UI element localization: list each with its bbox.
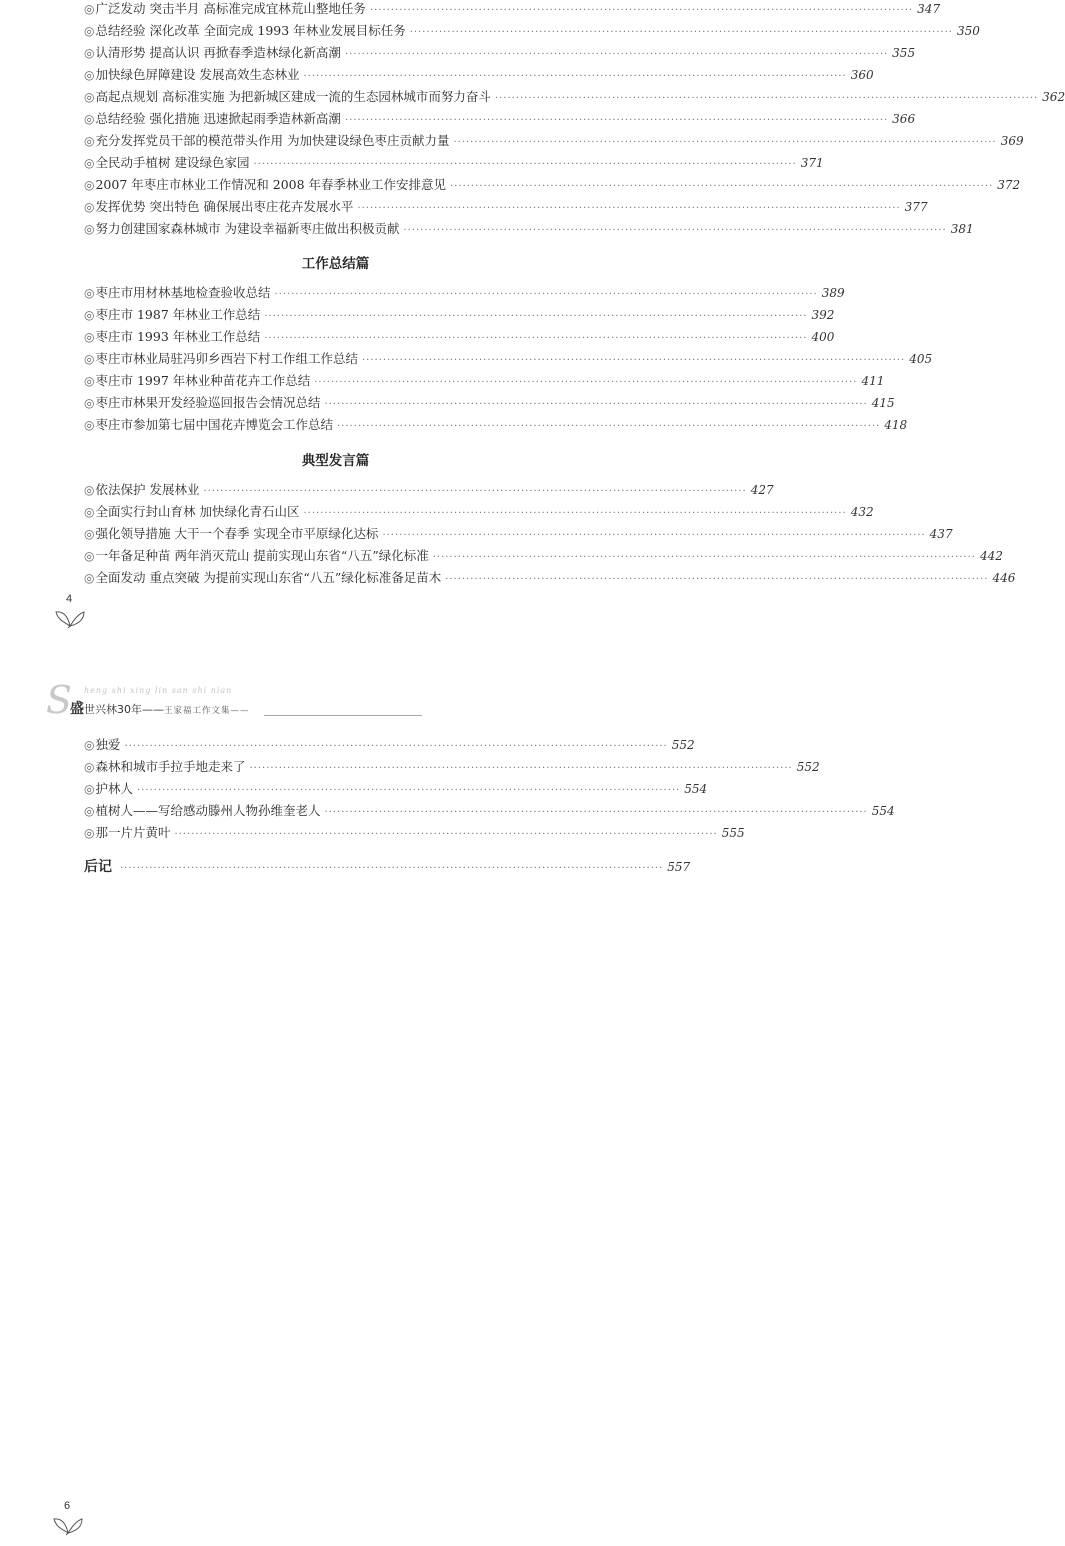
toc-section-3	[84, 479, 1016, 589]
toc-entry-title: 森林和城市手拉手地走来了	[95, 759, 246, 774]
toc-entry	[84, 734, 695, 756]
afterword-page: 557	[667, 860, 691, 874]
toc-entry-page: 442	[979, 549, 1003, 563]
toc-entry	[84, 218, 974, 240]
toc-entry	[84, 800, 895, 822]
bullet-icon: ◎	[84, 178, 95, 192]
toc-entry-title: 植树人——写给感动滕州人物孙维奎老人	[95, 803, 321, 818]
toc-entry	[84, 822, 745, 844]
toc-entry-title: 枣庄市用材林基地检查验收总结	[95, 285, 271, 300]
leader-dots	[325, 394, 868, 416]
toc-entry-page: 350	[956, 24, 980, 38]
toc-entry-page: 411	[861, 374, 885, 388]
toc-entry-title: 一年备足种苗 两年消灭荒山 提前实现山东省“八五”绿化标准	[95, 548, 429, 563]
book-header-banner	[46, 680, 386, 720]
toc-entry-title: 全面发动 重点突破 为提前实现山东省“八五”绿化标准备足苗木	[95, 570, 442, 585]
toc-entry	[84, 326, 835, 348]
leader-dots	[403, 220, 946, 242]
leader-dots	[337, 416, 880, 438]
toc-entry	[84, 778, 708, 800]
toc-entry-title: 枣庄市 1993 年林业工作总结	[95, 329, 261, 344]
leader-dots	[495, 88, 1038, 110]
toc-entry-title: 全民动手植树 建设绿色家园	[95, 155, 250, 170]
banner-title	[70, 698, 250, 718]
leader-dots	[357, 198, 900, 220]
bullet-icon: ◎	[84, 308, 95, 322]
toc-entry-title: 广泛发动 突击半月 高标准完成宜林荒山整地任务	[95, 1, 366, 16]
toc-entry-title: 总结经验 深化改革 全面完成 1993 年林业发展目标任务	[95, 23, 406, 38]
toc-entry-page: 355	[892, 46, 916, 60]
leaf-icon	[54, 606, 86, 628]
toc-entry-title: 枣庄市 1987 年林业工作总结	[95, 307, 261, 322]
banner-pinyin: heng shi xing lin san shi nian	[84, 686, 233, 695]
leader-dots	[303, 503, 846, 525]
toc-entry-page: 555	[721, 826, 745, 840]
toc-entry	[84, 282, 845, 304]
banner-script-letter: S	[46, 678, 73, 722]
bullet-icon: ◎	[84, 330, 95, 344]
bullet-icon: ◎	[84, 156, 95, 170]
leader-dots	[433, 547, 976, 569]
banner-title-rest: 世兴林30年——	[84, 703, 164, 716]
toc-entry-page: 381	[950, 222, 974, 236]
toc-entry-title: 2007 年枣庄市林业工作情况和 2008 年春季林业工作安排意见	[95, 177, 447, 192]
toc-entry-page: 389	[821, 286, 845, 300]
toc-entry-page: 437	[929, 527, 953, 541]
bullet-icon: ◎	[84, 527, 95, 541]
bullet-icon: ◎	[84, 826, 95, 840]
leader-dots	[314, 372, 857, 394]
leader-dots	[253, 154, 796, 176]
bullet-icon: ◎	[84, 46, 95, 60]
toc-entry-page: 432	[850, 505, 874, 519]
section-heading-work-summary: 工作总结篇	[301, 256, 370, 272]
bullet-icon: ◎	[84, 112, 95, 126]
toc-entry	[84, 108, 916, 130]
toc-entry	[84, 501, 874, 523]
toc-entry-title: 发挥优势 突出特色 确保展出枣庄花卉发展水平	[95, 199, 354, 214]
toc-entry-title: 依法保护 发展林业	[95, 482, 200, 497]
bullet-icon: ◎	[84, 505, 95, 519]
leader-dots	[345, 44, 888, 66]
toc-entry	[84, 756, 820, 778]
bullet-icon: ◎	[84, 2, 95, 16]
bullet-icon: ◎	[84, 374, 95, 388]
toc-entry	[84, 392, 895, 414]
leader-dots	[410, 22, 953, 44]
toc-entry-title: 加快绿色屏障建设 发展高效生态林业	[95, 67, 300, 82]
bullet-icon: ◎	[84, 483, 95, 497]
leader-dots	[370, 0, 913, 22]
banner-title-first-char: 盛	[70, 701, 84, 717]
toc-entry-title: 强化领导措施 大干一个春季 实现全市平原绿化达标	[95, 526, 379, 541]
toc-entry-title: 总结经验 强化措施 迅速掀起雨季造林新高潮	[95, 111, 341, 126]
toc-entry	[84, 0, 941, 20]
bullet-icon: ◎	[84, 549, 95, 563]
bullet-icon: ◎	[84, 782, 95, 796]
bullet-icon: ◎	[84, 396, 95, 410]
toc-entry-page: 362	[1042, 90, 1065, 104]
toc-entry-page: 400	[811, 330, 835, 344]
toc-entry	[84, 130, 1024, 152]
bullet-icon: ◎	[84, 68, 95, 82]
leader-dots	[325, 802, 868, 824]
toc-entry-page: 371	[800, 156, 824, 170]
toc-entry-title: 枣庄市林业局驻冯卯乡西岩下村工作组工作总结	[95, 351, 358, 366]
toc-entry-title: 全面实行封山育林 加快绿化青石山区	[95, 504, 300, 519]
toc-entry-page: 347	[917, 2, 941, 16]
toc-entry	[84, 348, 933, 370]
afterword-title: 后记	[84, 859, 112, 875]
toc-entry-page: 415	[871, 396, 895, 410]
leader-dots	[362, 350, 905, 372]
leader-dots	[450, 176, 993, 198]
toc-entry-title: 独爱	[95, 737, 121, 752]
toc-entry	[84, 64, 874, 86]
toc-entry-title: 那一片片黄叶	[95, 825, 171, 840]
toc-entry-page: 405	[909, 352, 933, 366]
toc-entry	[84, 523, 953, 545]
toc-entry	[84, 414, 908, 436]
toc-entry-page: 554	[871, 804, 895, 818]
bullet-icon: ◎	[84, 134, 95, 148]
toc-entry-title: 护林人	[95, 781, 133, 796]
leader-dots	[203, 481, 746, 503]
toc-entry-page: 366	[892, 112, 916, 126]
leaf-icon	[52, 1513, 84, 1535]
toc-entry-page: 392	[811, 308, 835, 322]
toc-entry	[84, 567, 1016, 589]
bullet-icon: ◎	[84, 760, 95, 774]
afterword-leader-dots	[120, 863, 663, 874]
bullet-icon: ◎	[84, 352, 95, 366]
leader-dots	[275, 284, 818, 306]
toc-entry	[84, 196, 928, 218]
bullet-icon: ◎	[84, 571, 95, 585]
bullet-icon: ◎	[84, 200, 95, 214]
toc-section-4	[84, 734, 895, 844]
leader-dots	[137, 780, 680, 802]
banner-rule	[264, 715, 422, 716]
toc-entry-title: 枣庄市林果开发经验巡回报告会情况总结	[95, 395, 321, 410]
toc-entry	[84, 42, 916, 64]
toc-entry-page: 360	[850, 68, 874, 82]
page-number-bottom: 6	[64, 1500, 71, 1512]
toc-entry-title: 枣庄市参加第七届中国花卉博览会工作总结	[95, 417, 333, 432]
leader-dots	[250, 758, 793, 780]
section-heading-typical-speeches: 典型发言篇	[301, 453, 370, 469]
toc-entry	[84, 152, 824, 174]
bullet-icon: ◎	[84, 222, 95, 236]
toc-entry-title: 高起点规划 高标准实施 为把新城区建成一流的生态园林城市而努力奋斗	[95, 89, 491, 104]
leader-dots	[264, 306, 807, 328]
bullet-icon: ◎	[84, 738, 95, 752]
toc-section-2	[84, 282, 933, 436]
leader-dots	[382, 525, 925, 547]
toc-entry-title: 认清形势 提高认识 再掀春季造林绿化新高潮	[95, 45, 341, 60]
toc-entry-title: 枣庄市 1997 年林业种苗花卉工作总结	[95, 373, 311, 388]
bullet-icon: ◎	[84, 90, 95, 104]
leader-dots	[345, 110, 888, 132]
toc-section-1	[84, 0, 1065, 240]
leader-dots	[445, 569, 988, 591]
leader-dots	[175, 824, 718, 846]
toc-entry-page: 554	[684, 782, 708, 796]
bullet-icon: ◎	[84, 24, 95, 38]
toc-entry-page: 418	[884, 418, 908, 432]
bullet-icon: ◎	[84, 286, 95, 300]
toc-entry	[84, 370, 885, 392]
toc-entry-page: 377	[904, 200, 928, 214]
toc-entry-page: 552	[796, 760, 820, 774]
toc-afterword	[84, 856, 691, 876]
leader-dots	[303, 66, 846, 88]
toc-entry	[84, 545, 1003, 567]
toc-entry-page: 427	[750, 483, 774, 497]
toc-entry-page: 446	[992, 571, 1016, 585]
leader-dots	[264, 328, 807, 350]
toc-entry-title: 努力创建国家森林城市 为建设幸福新枣庄做出积极贡献	[95, 221, 400, 236]
toc-entry-page: 372	[997, 178, 1021, 192]
toc-entry	[84, 86, 1065, 108]
toc-entry	[84, 20, 980, 42]
toc-entry-title: 充分发挥党员干部的模范带头作用 为加快建设绿色枣庄贡献力量	[95, 133, 450, 148]
toc-entry-page: 369	[1000, 134, 1024, 148]
banner-author: 王家福工作文集——	[164, 706, 250, 716]
toc-entry-page: 552	[671, 738, 695, 752]
toc-entry	[84, 304, 835, 326]
bullet-icon: ◎	[84, 418, 95, 432]
toc-entry	[84, 479, 774, 501]
leader-dots	[453, 132, 996, 154]
bullet-icon: ◎	[84, 804, 95, 818]
toc-entry	[84, 174, 1021, 196]
leader-dots	[125, 736, 668, 758]
page-number-top: 4	[66, 593, 73, 605]
